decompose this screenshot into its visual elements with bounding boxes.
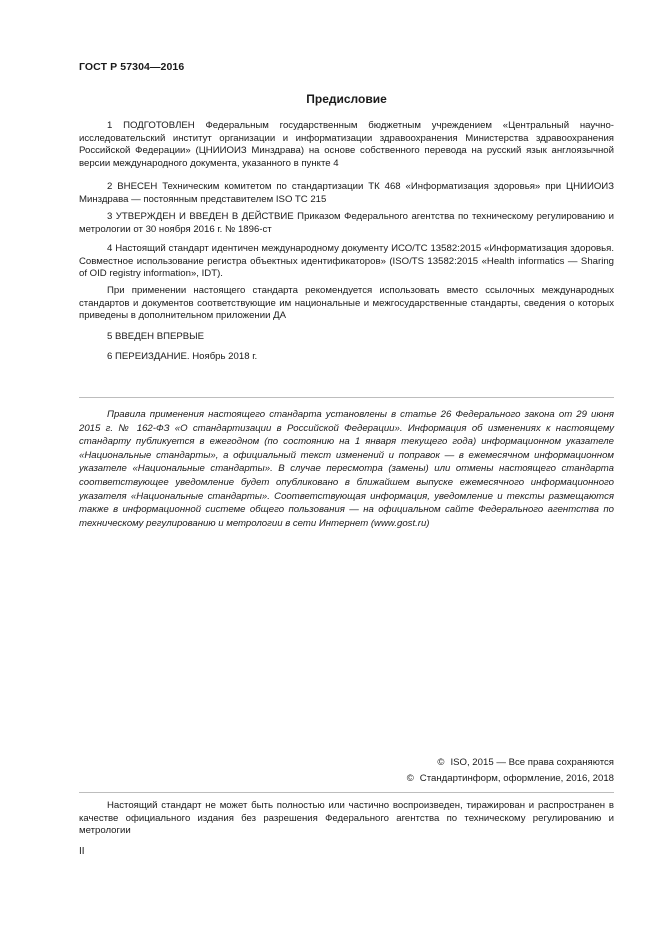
copyright-iso-text: ISO, 2015 — Все права сохраняются — [450, 757, 614, 768]
page-title-text: Предисловие — [306, 92, 387, 106]
preface-item-6-text: 6 ПЕРЕИЗДАНИЕ. Ноябрь 2018 г. — [107, 351, 258, 362]
page-title — [0, 92, 661, 106]
preface-item-6 — [79, 351, 614, 364]
page-number: II — [79, 846, 85, 857]
divider-bottom — [79, 792, 614, 793]
preface-item-2 — [79, 181, 614, 206]
reproduction-notice — [79, 800, 614, 838]
doc-code: ГОСТ Р 57304—2016 — [79, 61, 185, 73]
standard-application-notice — [79, 408, 614, 530]
notice-text: Правила применения настоящего стандарта установлены в статье 26 Федерального закона от 29 июня 2015 г. № 162-ФЗ «О стандартизации в Российской Федерации». Информация об изменениях к настоящему стандарту публикуется в ежегодном (по состоянию на 1 января текущего года) информационном указателе «Национальные стандарты», а официальный текст изменений и поправок — в ежемесячном информационном указателе «Национальные стандарты». В случае пересмотра (замены) или отмены настоящего стандарта соответствующее уведомление будет опубликовано в ближайшем выпуске ежемесячного информационного указателя «Национальные стандарты». Соответствующая информация, уведомление и тексты размещаются также в информационной системе общего пользования — на официальном сайте Федерального агентства по техническому регулированию и метрологии в сети Интернет (www.gost.ru) — [79, 409, 614, 529]
preface-item-3 — [79, 211, 614, 236]
preface-item-1 — [79, 120, 614, 170]
copyright-iso — [437, 757, 614, 768]
copyright-standartinform — [407, 773, 614, 784]
preface-item-1-text: 1 ПОДГОТОВЛЕН Федеральным государственным бюджетным учреждением «Центральный научно-исследовательский институт организации и информатизации здравоохранения Министерства здравоохранения Российской Федерации» (ЦНИИОИЗ Минздрава) на основе собственного перевода на русский язык англоязычной версии международного документа, указанного в пункте 4 — [79, 120, 614, 169]
preface-item-4-note-text: При применении настоящего стандарта рекомендуется использовать вместо ссылочных международных стандартов и документов соответствующие им национальные и межгосударственные стандарты, сведения о которых приведены в дополнительном приложении ДА — [79, 285, 614, 322]
preface-item-4 — [79, 243, 614, 281]
reproduction-notice-text: Настоящий стандарт не может быть полностью или частично воспроизведен, тиражирован и распространен в качестве официального издания без разрешения Федерального агентства по техническому регулированию и метрологии — [79, 800, 614, 837]
copyright-standartinform-text: Стандартинформ, оформление, 2016, 2018 — [419, 773, 614, 784]
preface-item-4-text: 4 Настоящий стандарт идентичен международному документу ИСО/ТС 13582:2015 «Информатизация здоровья. Совместное использование регистра объектных идентификаторов» (ISO/TS 13582:2015 «Health informatics — Sharing of OID registry information», IDT). — [79, 243, 614, 280]
preface-item-4-note — [79, 285, 614, 323]
preface-item-3-text: 3 УТВЕРЖДЕН И ВВЕДЕН В ДЕЙСТВИЕ Приказом Федерального агентства по техническому регулированию и метрологии от 30 ноября 2016 г. № 1896-ст — [79, 211, 614, 235]
divider-top — [79, 397, 614, 398]
preface-item-5-text: 5 ВВЕДЕН ВПЕРВЫЕ — [107, 331, 205, 342]
preface-item-2-text: 2 ВНЕСЕН Техническим комитетом по стандартизации ТК 468 «Информатизация здоровья» при ЦНИИОИЗ Минздрава — постоянным представителем ISO TC 215 — [79, 181, 614, 205]
preface-item-5 — [79, 331, 614, 344]
copyright-symbol-2: © — [406, 773, 414, 784]
copyright-symbol-1: © — [437, 757, 445, 768]
